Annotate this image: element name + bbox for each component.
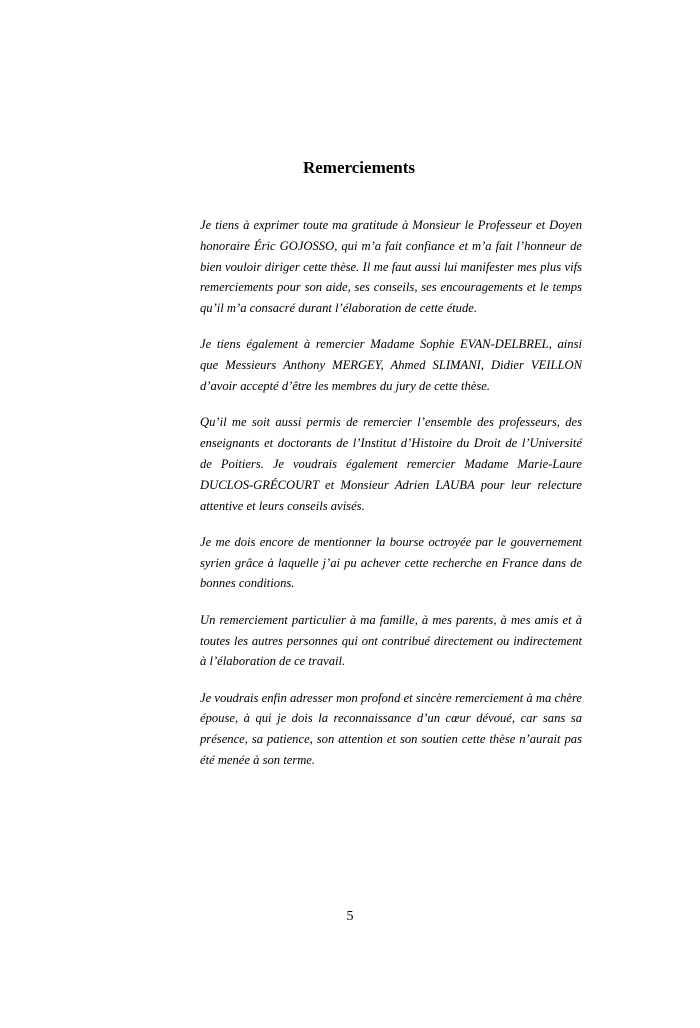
paragraph-spouse: Je voudrais enfin adresser mon profond et sincère remerciement à ma chère épouse, à qui je dois la reconnaissance d’un cœur dévoué, car sans sa présence, sa patience, son attention et son soutien cette thèse n’aurait pas été menée à son terme. (200, 690, 582, 768)
page-title: Remerciements (302, 158, 416, 177)
acknowledgements-body (200, 215, 582, 786)
paragraph-jury: Je tiens également à remercier Madame Sophie EVAN-DELBREL, ainsi que Messieurs Anthony MERGEY, Ahmed SLIMANI, Didier VEILLON d’avoir accepté d’être les membres du jury de cette thèse. (200, 337, 582, 394)
paragraph-thesis-director: Je tiens à exprimer toute ma gratitude à Monsieur le Professeur et Doyen honoraire Éric GOJOSSO, qui m’a fait confiance et m’a fait l’honneur de bien vouloir diriger cette thèse. Il me faut aussi lui manifester mes plus vifs remerciements pour son aide, ses conseils, ses encouragements et le temps qu’il m’a consacré durant l’élaboration de cette étude. (200, 218, 582, 316)
page-number: 5 (346, 909, 354, 924)
paragraph-scholarship: Je me dois encore de mentionner la bourse octroyée par le gouvernement syrien grâce à laquelle j’ai pu achever cette recherche en France dans de bonnes conditions. (200, 534, 582, 591)
paragraph-family: Un remerciement particulier à ma famille, à mes parents, à mes amis et à toutes les autres personnes qui ont contribué directement ou indirectement à l’élaboration de ce travail. (200, 612, 582, 669)
paragraph-institute: Qu’il me soit aussi permis de remercier l’ensemble des professeurs, des enseignants et doctorants de l’Institut d’Histoire du Droit de l’Université de Poitiers. Je voudrais également remercier Madame Marie-Laure DUCLOS-GRÉCOURT et Monsieur Adrien LAUBA pour leur relecture attentive et leurs conseils avisés. (200, 415, 582, 513)
